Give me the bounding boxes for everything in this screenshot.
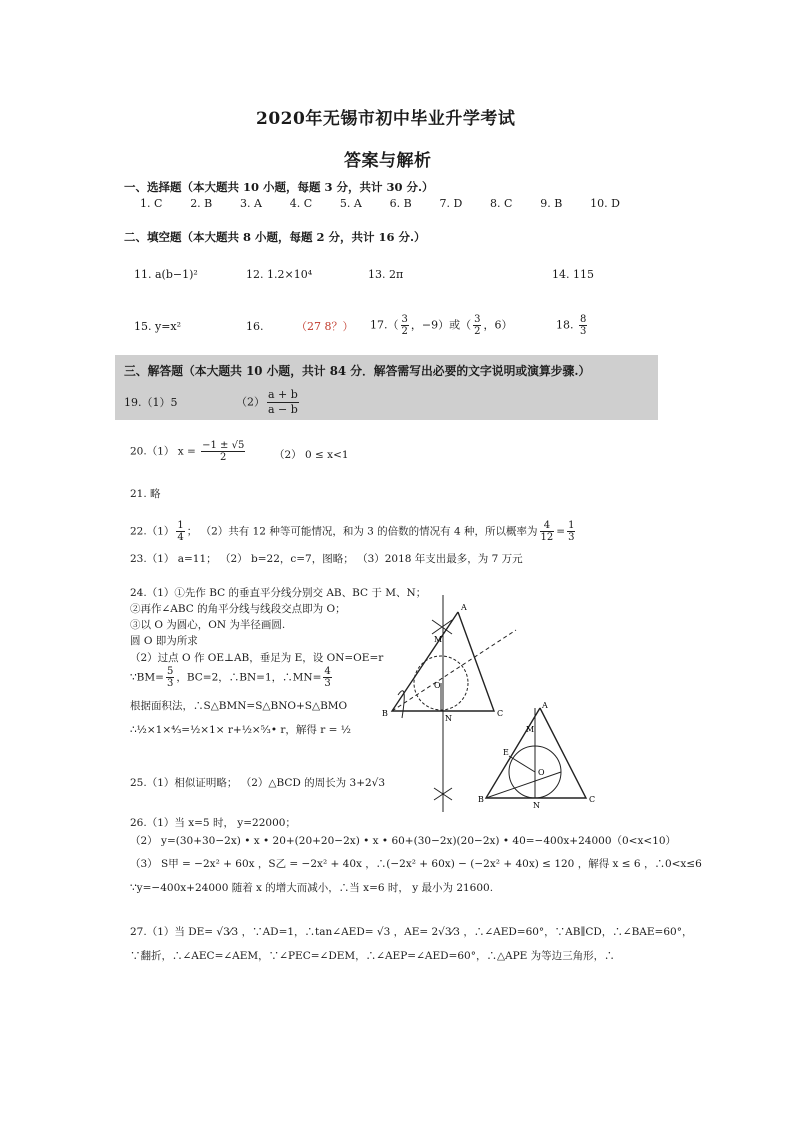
answer-item: 6. B [389,197,412,210]
answer-item: 2. B [190,197,213,210]
incircle-figure [476,700,606,810]
answer-23: 23.（1） a=11； （2） b=22，c=7，图略； （3）2018 年支出最多，为 7 万元 [130,553,523,565]
answer-24-line3: ③以 O 为圆心，ON 为半径画圆. [130,619,286,631]
page-title: 2020年无锡市初中毕业升学考试 [256,109,516,129]
vertex-label: A [542,701,548,710]
vertex-label: N [533,801,540,810]
answer-item: 9. B [540,197,563,210]
answer-20-1: 20.（1） x = $\frac{-1 \pm √5}{2}$ [130,440,245,463]
vertex-label: E [503,748,509,757]
answer-18: 18. $\frac{8}{3}$ [556,314,587,337]
answer-26-line1: 26.（1）当 x=5 时， y=22000； [130,817,296,829]
vertex-label: A [461,603,467,612]
answer-24-line8: ∴½×1×⁴⁄₃=½×1× r+½×⁵⁄₃• r，解得 r = ½ [130,724,351,736]
answer-item: 8. C [490,197,513,210]
answer-24-line6: ∵BM= $\frac{5}{3}$ ，BC=2，∴BN=1，∴MN= $\frac{4}{3}$ [130,666,331,689]
page-subtitle: 答案与解析 [344,151,432,171]
answer-22: 22.（1） $\frac{1}{4}$ ； （2）共有 12 种等可能情况，和为 3 的倍数的情况有 4 种，所以概率为 $\frac{4}{12}$ = $\frac{1}{3}$ [130,520,575,543]
section3-heading: 三、解答题（本大题共 10 小题，共计 84 分．解答需写出必要的文字说明或演算步骤.） [124,364,591,378]
vertex-label: C [497,709,504,718]
vertex-label: B [382,709,388,718]
answer-19-2: （2） $\frac{a + b}{a - b}$ [236,388,298,416]
section2-heading: 二、填空题（本大题共 8 小题，每题 2 分，共计 16 分.） [124,230,426,244]
answer-17: 17.（ $\frac{3}{2}$ ，−9）或（ $\frac{3}{2}$ ，6） [370,314,513,337]
answer-27-line2: ∵翻折，∴∠AEC=∠AEM，∵∠PEC=∠DEM，∴∠AEP=∠AED=60°，∴△APE 为等边三角形，∴ [130,950,615,962]
answer-26-line3: （3） S甲 = −2x² + 60x ，S乙 = −2x² + 40x ，∴(−2x² + 60x) − (−2x² + 40x) ≤ 120 ，解得 x ≤ 6 ，∴0<x≤6 [130,858,702,870]
answer-24-line2: ②再作∠ABC 的角平分线与线段交点即为 O； [130,603,346,615]
answer-19-1: 19.（1）5 [124,396,178,409]
answer-11: 11. a(b−1)² [134,268,198,281]
answer-13: 13. 2π [368,268,404,281]
answer-item: 7. D [439,197,463,210]
answer-20-2: （2） 0 ≤ x<1 [274,449,349,461]
answer-24-line4: 圆 O 即为所求 [130,635,198,647]
answer-16-value: （27 8？） [296,320,354,333]
vertex-label: M [434,635,443,644]
answer-27-line1: 27.（1）当 DE= √3⁄3 ，∵AD=1，∴tan∠AED= √3 ，AE= 2√3⁄3 ，∴∠AED=60°，∵AB∥CD，∴∠BAE=60°， [130,926,693,938]
fraction: $\frac{3}{2}$ [474,314,481,337]
section1-answers [140,197,620,210]
answer-15: 15. y=x² [134,320,182,333]
answer-21: 21. 略 [130,488,161,500]
section1-heading: 一、选择题（本大题共 10 小题，每题 3 分，共计 30 分.） [124,180,434,194]
answer-14: 14. 115 [552,268,594,281]
vertex-label: O [538,768,545,777]
vertex-label: C [589,795,596,804]
answer-12: 12. 1.2×10⁴ [246,268,313,281]
vertex-label: O [434,681,441,690]
answer-26-line4: ∵y=−400x+24000 随着 x 的增大而减小，∴当 x=6 时， y 最小为 21600. [130,882,494,894]
vertex-label: B [478,795,484,804]
vertex-label: N [445,714,452,723]
answer-item: 4. C [289,197,313,210]
answer-24-line1: 24.（1）①先作 BC 的垂直平分线分别交 AB、BC 于 M、N； [130,587,427,599]
answer-item: 3. A [240,197,262,210]
vertex-label: M [526,725,535,734]
answer-24-line7: 根据面积法，∴S△BMN=S△BNO+S△BMO [130,700,348,712]
answer-25: 25.（1）相似证明略； （2）△BCD 的周长为 3+2√3 [130,777,386,789]
answer-item: 1. C [140,197,163,210]
answer-16-label: 16. [246,320,264,333]
answer-item: 10. D [590,197,620,210]
answer-24-line5: （2）过点 O 作 OE⊥AB，垂足为 E，设 ON=OE=r [130,652,384,664]
answer-26-line2: （2） y=(30+30−2x) • x • 20+(20+20−2x) • x • 60+(30−2x)(20−2x) • 40=−400x+24000（0<x<10） [130,835,677,847]
fraction: $\frac{3}{2}$ [401,314,408,337]
answer-item: 5. A [339,197,362,210]
